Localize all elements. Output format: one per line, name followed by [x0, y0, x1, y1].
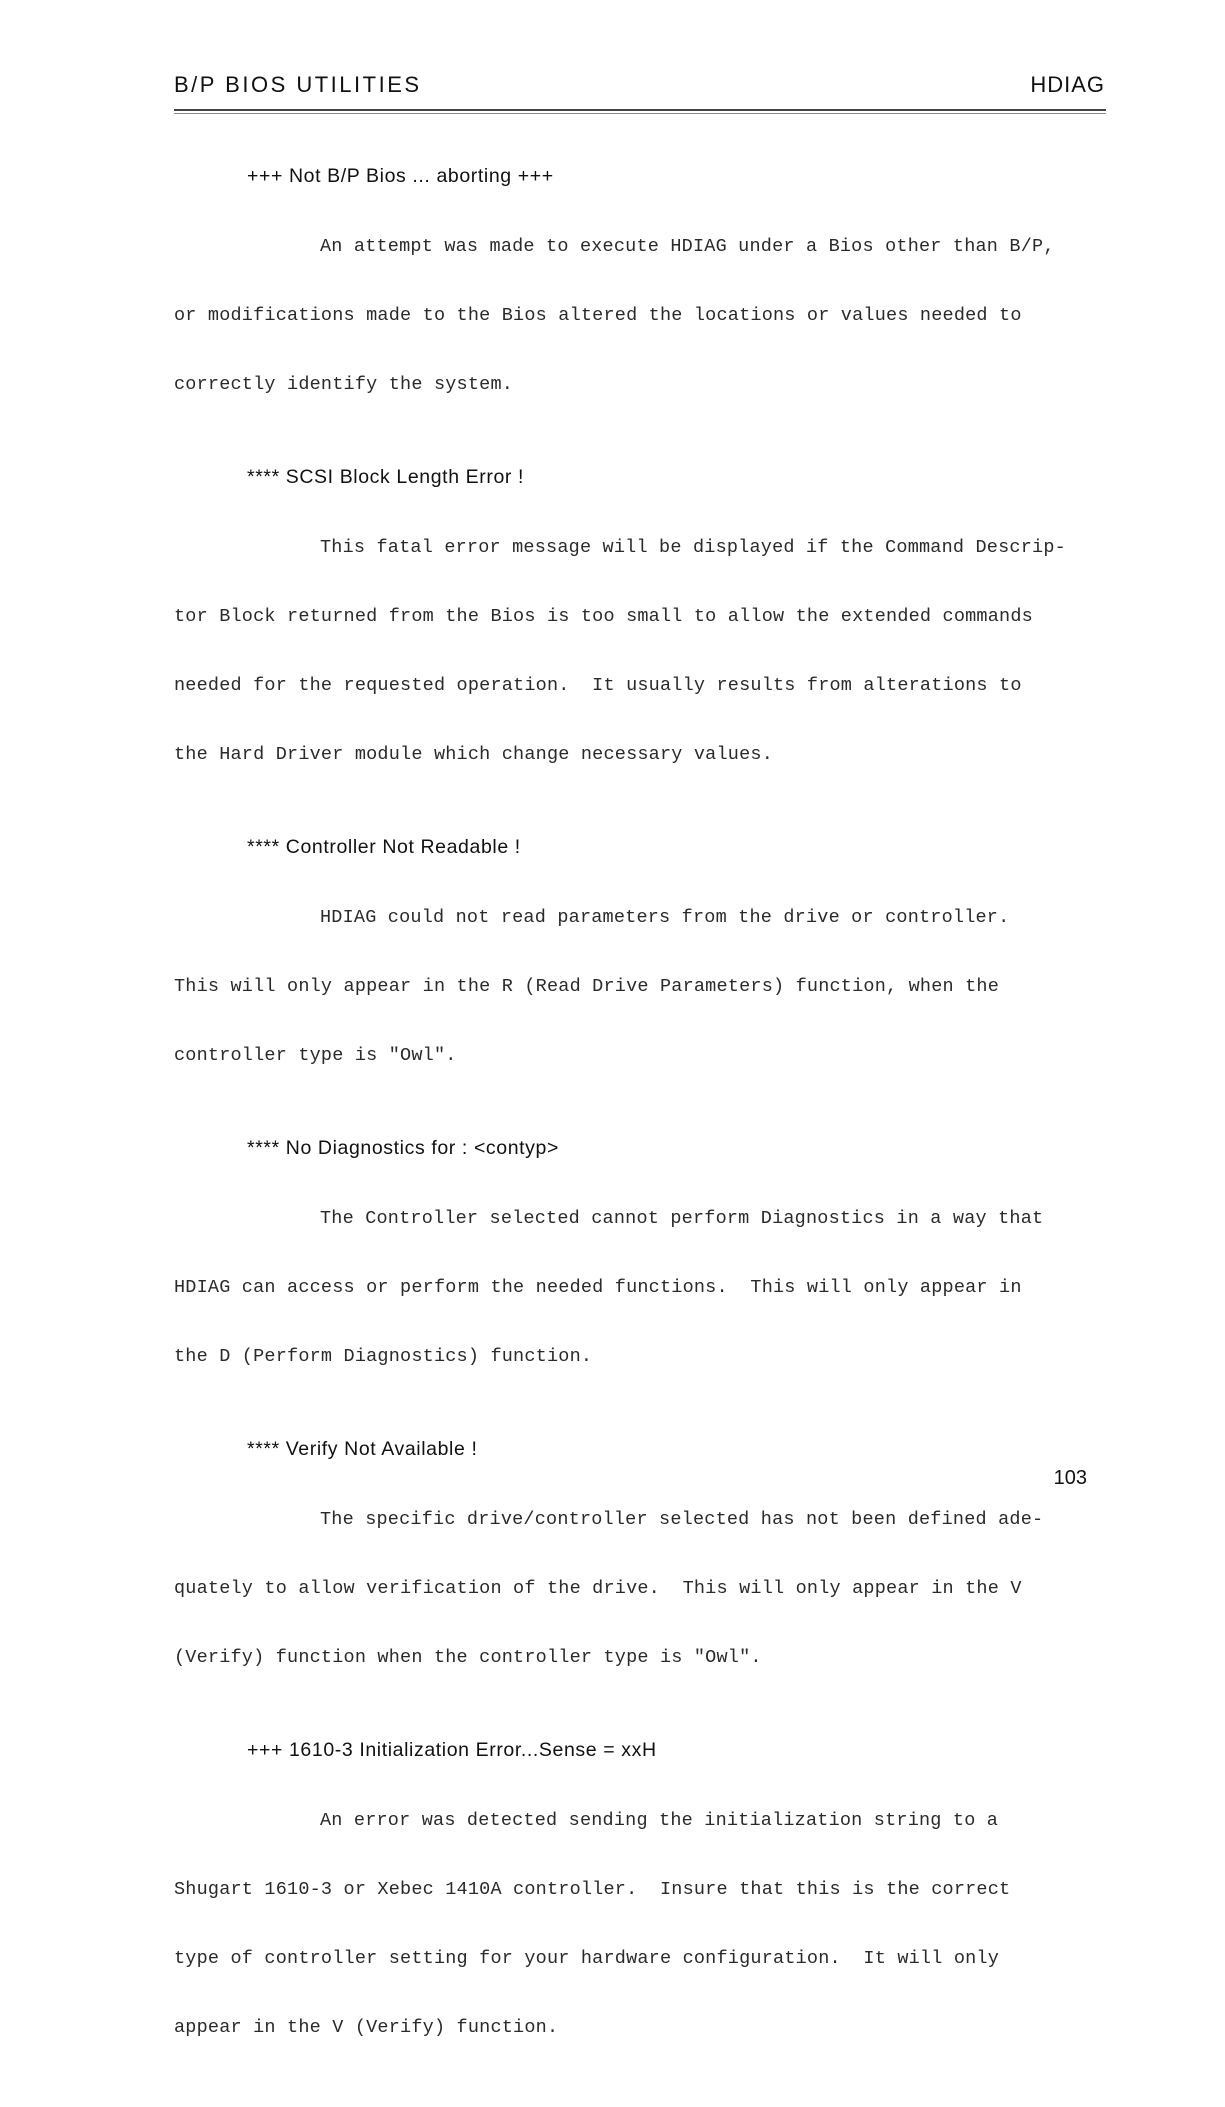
description-line: An attempt was made to execute HDIAG under a Bios other than B/P, [320, 236, 1055, 257]
error-heading: **** Verify Not Available ! [247, 1438, 478, 1460]
description-line: the Hard Driver module which change necessary values. [174, 744, 773, 765]
running-header-section: HDIAG [1030, 72, 1105, 97]
page-number: 103 [1053, 1467, 1087, 1489]
description-line: correctly identify the system. [174, 374, 514, 395]
error-entry [174, 163, 1114, 442]
error-entry [174, 464, 1114, 812]
error-heading: **** SCSI Block Length Error ! [247, 466, 525, 488]
header-rule [174, 109, 1106, 111]
error-heading: +++ Not B/P Bios ... aborting +++ [247, 165, 554, 187]
error-entry [174, 834, 1114, 1113]
description-line: An error was detected sending the initialization string to a [320, 1810, 999, 1831]
error-entry [174, 1135, 1114, 1414]
description-line: The specific drive/controller selected has not been defined ade- [320, 1509, 1044, 1530]
error-description [174, 1763, 1114, 2085]
error-message-list [174, 163, 1114, 2107]
description-line: type of controller setting for your hardware configuration. It will only [174, 1948, 1000, 1969]
error-description [174, 490, 1114, 812]
description-line: The Controller selected cannot perform Diagnostics in a way that [320, 1208, 1044, 1229]
description-line: appear in the V (Verify) function. [174, 2017, 559, 2038]
error-description [174, 860, 1114, 1113]
error-heading: **** Controller Not Readable ! [247, 836, 521, 858]
description-line: HDIAG can access or perform the needed functions. This will only appear in [174, 1277, 1022, 1298]
description-line: This fatal error message will be displayed if the Command Descrip- [320, 537, 1066, 558]
description-line: the D (Perform Diagnostics) function. [174, 1346, 593, 1367]
header-rule-secondary [174, 113, 1106, 114]
description-line: (Verify) function when the controller type is "Owl". [174, 1647, 762, 1668]
description-line: tor Block returned from the Bios is too small to allow the extended commands [174, 606, 1033, 627]
error-heading: **** No Diagnostics for : <contyp> [247, 1137, 559, 1159]
error-entry [174, 1436, 1114, 1715]
error-description [174, 1161, 1114, 1414]
description-line: Shugart 1610-3 or Xebec 1410A controller. Insure that this is the correct [174, 1879, 1011, 1900]
error-description [174, 189, 1114, 442]
description-line: or modifications made to the Bios altered the locations or values needed to [174, 305, 1022, 326]
description-line: quately to allow verification of the drive. This will only appear in the V [174, 1578, 1022, 1599]
error-description [174, 1462, 1114, 1715]
description-line: HDIAG could not read parameters from the drive or controller. [320, 907, 1010, 928]
description-line: controller type is "Owl". [174, 1045, 457, 1066]
description-line: needed for the requested operation. It usually results from alterations to [174, 675, 1022, 696]
running-header-title: B/P BIOS UTILITIES [174, 72, 422, 97]
description-line: This will only appear in the R (Read Drive Parameters) function, when the [174, 976, 1000, 997]
error-heading: +++ 1610-3 Initialization Error...Sense = xxH [247, 1739, 657, 1761]
error-entry [174, 1737, 1114, 2085]
